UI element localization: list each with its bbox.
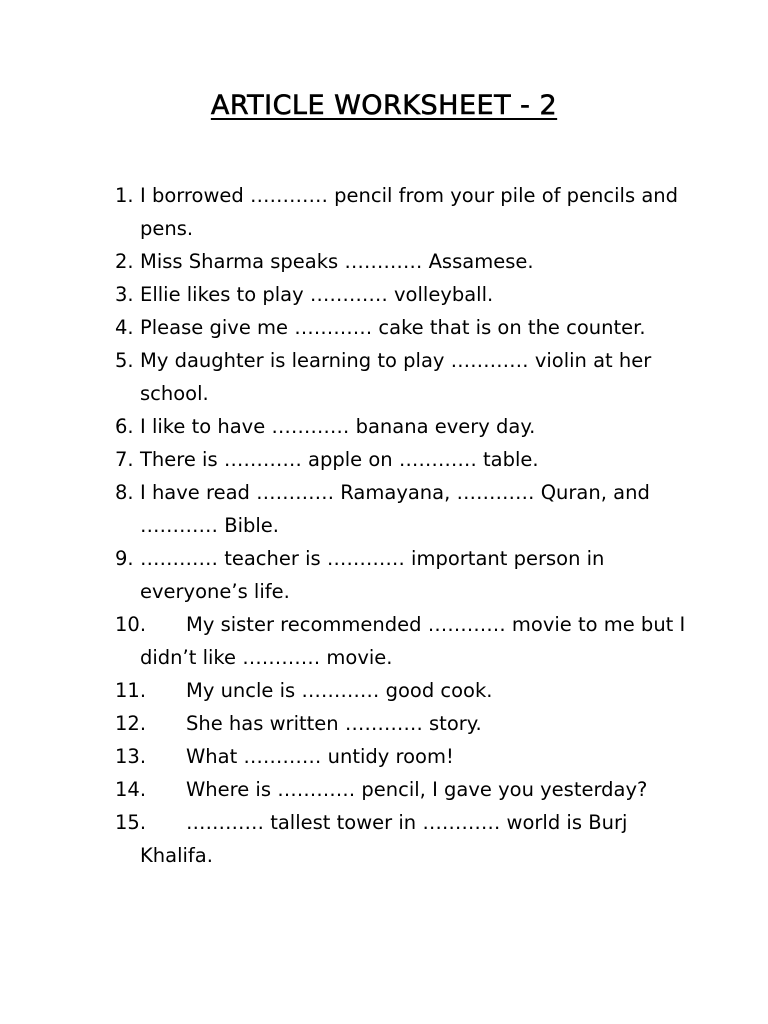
question-text: She has written ………… story. <box>186 712 482 735</box>
question-item <box>115 608 695 674</box>
question-number: 7. <box>115 448 134 471</box>
question-text: What ………… untidy room! <box>186 745 454 768</box>
question-text: ………… teacher is ………… important person in everyone’s life. <box>140 547 605 603</box>
question-item <box>115 179 695 245</box>
question-item <box>115 476 695 542</box>
question-number: 14. <box>115 778 147 801</box>
question-number: 3. <box>115 283 134 306</box>
worksheet-title: ARTICLE WORKSHEET - 2 <box>210 90 558 121</box>
question-item <box>115 806 695 872</box>
question-item <box>115 773 695 806</box>
question-number: 1. <box>115 184 134 207</box>
question-number: 12. <box>115 712 147 735</box>
question-number: 4. <box>115 316 134 339</box>
question-number: 15. <box>115 811 147 834</box>
question-item <box>115 245 695 278</box>
question-number: 5. <box>115 349 134 372</box>
question-text: I have read ………… Ramayana, ………… Quran, and ………… Bible. <box>140 481 650 537</box>
question-text: Miss Sharma speaks ………… Assamese. <box>140 250 534 273</box>
question-item <box>115 311 695 344</box>
question-item <box>115 542 695 608</box>
question-item <box>115 707 695 740</box>
question-item <box>115 410 695 443</box>
question-item <box>115 740 695 773</box>
question-item <box>115 344 695 410</box>
question-text: I like to have ………… banana every day. <box>140 415 536 438</box>
question-item <box>115 674 695 707</box>
question-text: Ellie likes to play ………… volleyball. <box>140 283 494 306</box>
question-number: 13. <box>115 745 147 768</box>
question-list <box>115 179 695 872</box>
question-number: 6. <box>115 415 134 438</box>
question-text: There is ………… apple on ………… table. <box>140 448 539 471</box>
question-text: ………… tallest tower in ………… world is Burj Khalifa. <box>140 811 628 867</box>
question-text: My uncle is ………… good cook. <box>186 679 493 702</box>
question-text: My sister recommended ………… movie to me but I didn’t like ………… movie. <box>140 613 686 669</box>
question-text: My daughter is learning to play ………… violin at her school. <box>140 349 652 405</box>
question-number: 2. <box>115 250 134 273</box>
question-number: 9. <box>115 547 134 570</box>
question-number: 10. <box>115 613 147 636</box>
question-text: Where is ………… pencil, I gave you yesterday? <box>186 778 648 801</box>
question-item <box>115 443 695 476</box>
question-number: 8. <box>115 481 134 504</box>
question-item <box>115 278 695 311</box>
question-number: 11. <box>115 679 147 702</box>
question-text: Please give me ………… cake that is on the counter. <box>140 316 646 339</box>
question-text: I borrowed ………… pencil from your pile of pencils and pens. <box>140 184 679 240</box>
